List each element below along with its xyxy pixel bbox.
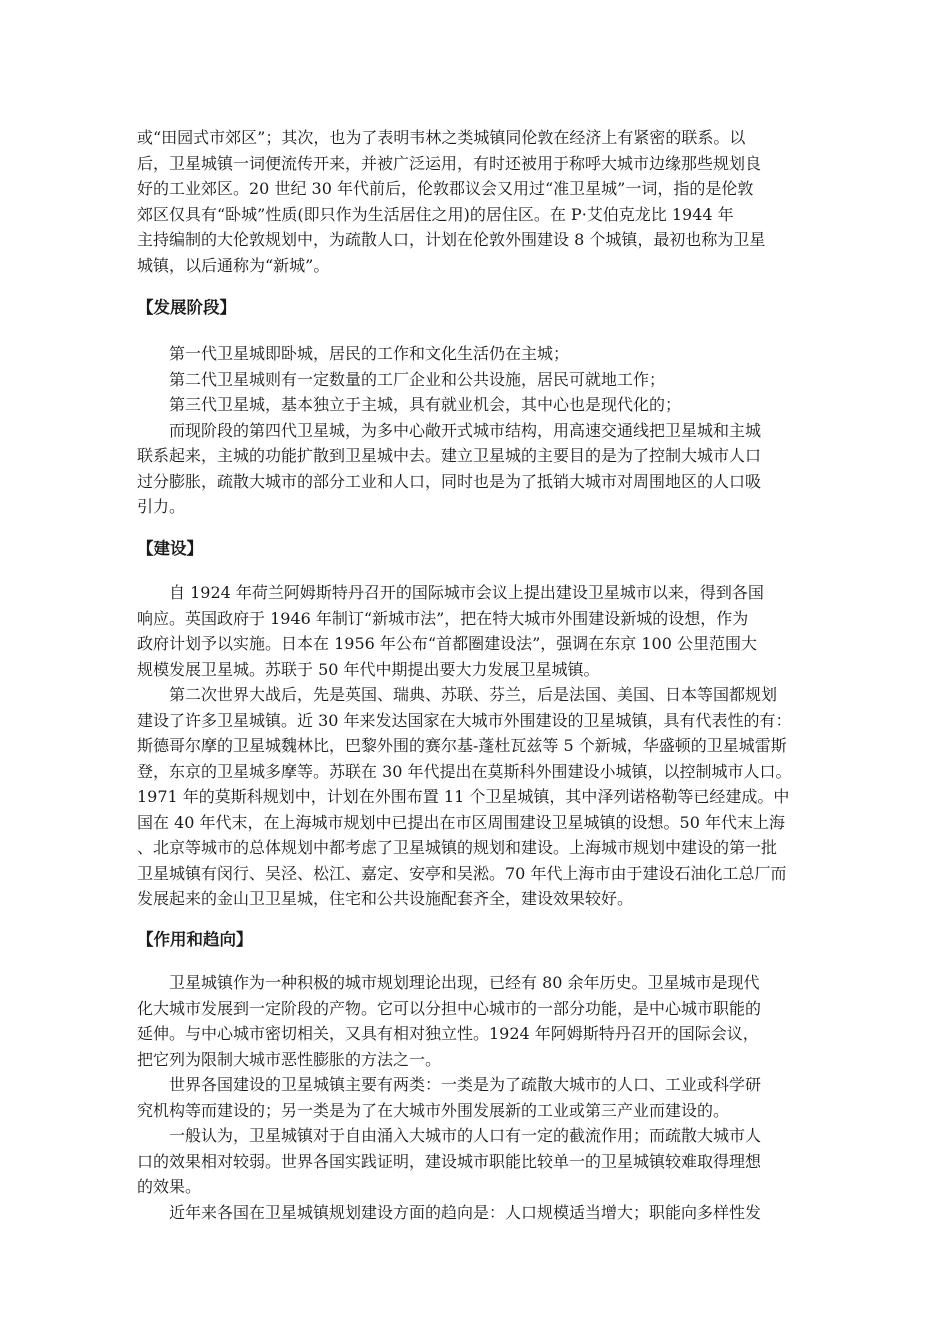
text-line: 的效果。 [137,1177,202,1196]
text-line: 引力。 [137,497,186,516]
text-line: 登，东京的卫星城多摩等。苏联在 30 年代提出在莫斯科外围建设小城镇，以控制城市人口。 [137,761,792,781]
text-line: 而现阶段的第四代卫星城，为多中心敞开式城市结构，用高速交通线把卫星城和主城 [137,420,762,440]
text-line: 斯德哥尔摩的卫星城魏林比，巴黎外围的赛尔基-蓬杜瓦兹等 5 个新城，华盛顿的卫星城雷斯 [137,736,787,755]
text-line: 建设了许多卫星城镇。近 30 年来发达国家在大城市外围建设的卫星城镇，具有代表性的有： [137,710,792,730]
text-line: 发展起来的金山卫卫星城，住宅和公共设施配套齐全，建设效果较好。 [137,889,634,908]
text-line: 世界各国建设的卫星城镇主要有两类：一类是为了疏散大城市的人口、工业或科学研 [137,1075,762,1094]
text-line: 过分膨胀，疏散大城市的部分工业和人口，同时也是为了抵销大城市对周围地区的人口吸 [137,471,762,491]
text-line: 化大城市发展到一定阶段的产物。它可以分担中心城市的一部分功能，是中心城市职能的 [137,998,762,1018]
stages-paragraph [137,341,827,520]
text-line: 一般认为，卫星城镇对于自由涌入大城市的人口有一定的截流作用；而疏散大城市人 [137,1126,762,1145]
text-line: 把它列为限制大城市恶性膨胀的方法之一。 [137,1049,442,1069]
section-heading-stages: 【发展阶段】 [137,298,236,317]
text-line: 卫星城镇作为一种积极的城市规划理论出现，已经有 80 余年历史。卫星城市是现代 [137,973,760,992]
construction-paragraph [137,580,827,912]
text-line: 自 1924 年荷兰阿姆斯特丹召开的国际城市会议上提出建设卫星城市以来，得到各国 [137,583,764,602]
text-line: 卫星城镇有闵行、吴泾、松江、嘉定、安亭和吴淞。70 年代上海市由于建设石油化工总厂而 [137,863,787,883]
text-line: 第一代卫星城即卧城，居民的工作和文化生活仍在主城； [137,344,570,363]
text-line: 口的效果相对较弱。世界各国实践证明，建设城市职能比较单一的卫星城镇较难取得理想 [137,1151,762,1171]
text-line: 、北京等城市的总体规划中都考虑了卫星城镇的规划和建设。上海城市规划中建设的第一批 [137,838,778,857]
text-line: 后，卫星城镇一词便流传开来，并被广泛运用，有时还被用于称呼大城市边缘那些规划良 [137,153,762,173]
text-line: 究机构等而建设的；另一类是为了在大城市外围发展新的工业或第三产业而建设的。 [137,1100,730,1120]
role-paragraph [137,970,827,1225]
text-line: 国在 40 年代末，在上海城市规划中已提出在市区周围建设卫星城镇的设想。50 年代末上海 [137,812,785,832]
text-line: 第二次世界大战后，先是英国、瑞典、苏联、芬兰，后是法国、美国、日本等国都规划 [137,685,778,704]
section-heading-role: 【作用和趋向】 [137,930,253,949]
intro-paragraph [137,125,827,278]
text-line: 近年来各国在卫星城镇规划建设方面的趋向是：人口规模适当增大；职能向多样性发 [137,1202,762,1222]
text-line: 好的工业郊区。20 世纪 30 年代前后，伦敦郡议会又用过“准卫星城”一词，指的是伦敦 [137,179,754,198]
text-line: 延伸。与中心城市密切相关，又具有相对独立性。1924 年阿姆斯特丹召开的国际会议， [137,1024,759,1043]
text-line: 1971 年的莫斯科规划中，计划在外围布置 11 个卫星城镇，其中泽列诺格勒等已经建成。中 [137,787,790,806]
section-heading-construction: 【建设】 [137,539,203,558]
text-line: 城镇，以后通称为“新城”。 [137,255,330,275]
text-line: 第三代卫星城，基本独立于主城，具有就业机会，其中心也是现代化的； [137,395,682,414]
text-line: 响应。英国政府于 1946 年制订“新城市法”，把在特大城市外围建设新城的设想，作为 [137,608,749,628]
text-line: 郊区仅具有“卧城”性质(即只作为生活居住之用)的居住区。在 P·艾伯克龙比 1944 年 [137,204,734,224]
text-line: 联系起来，主城的功能扩散到卫星城中去。建立卫星城的主要目的是为了控制大城市人口 [137,446,762,465]
text-line: 政府计划予以实施。日本在 1956 年公布“首都圈建设法”，强调在东京 100 公里范围大 [137,634,757,653]
text-line: 第二代卫星城则有一定数量的工厂企业和公共设施，居民可就地工作； [137,369,666,389]
text-line: 规模发展卫星城。苏联于 50 年代中期提出要大力发展卫星城镇。 [137,659,600,679]
text-line: 或“田园式市郊区”；其次，也为了表明韦林之类城镇同伦敦在经济上有紧密的联系。以 [137,128,746,147]
text-line: 主持编制的大伦敦规划中，为疏散人口，计划在伦敦外围建设 8 个城镇，最初也称为卫星 [137,230,766,249]
